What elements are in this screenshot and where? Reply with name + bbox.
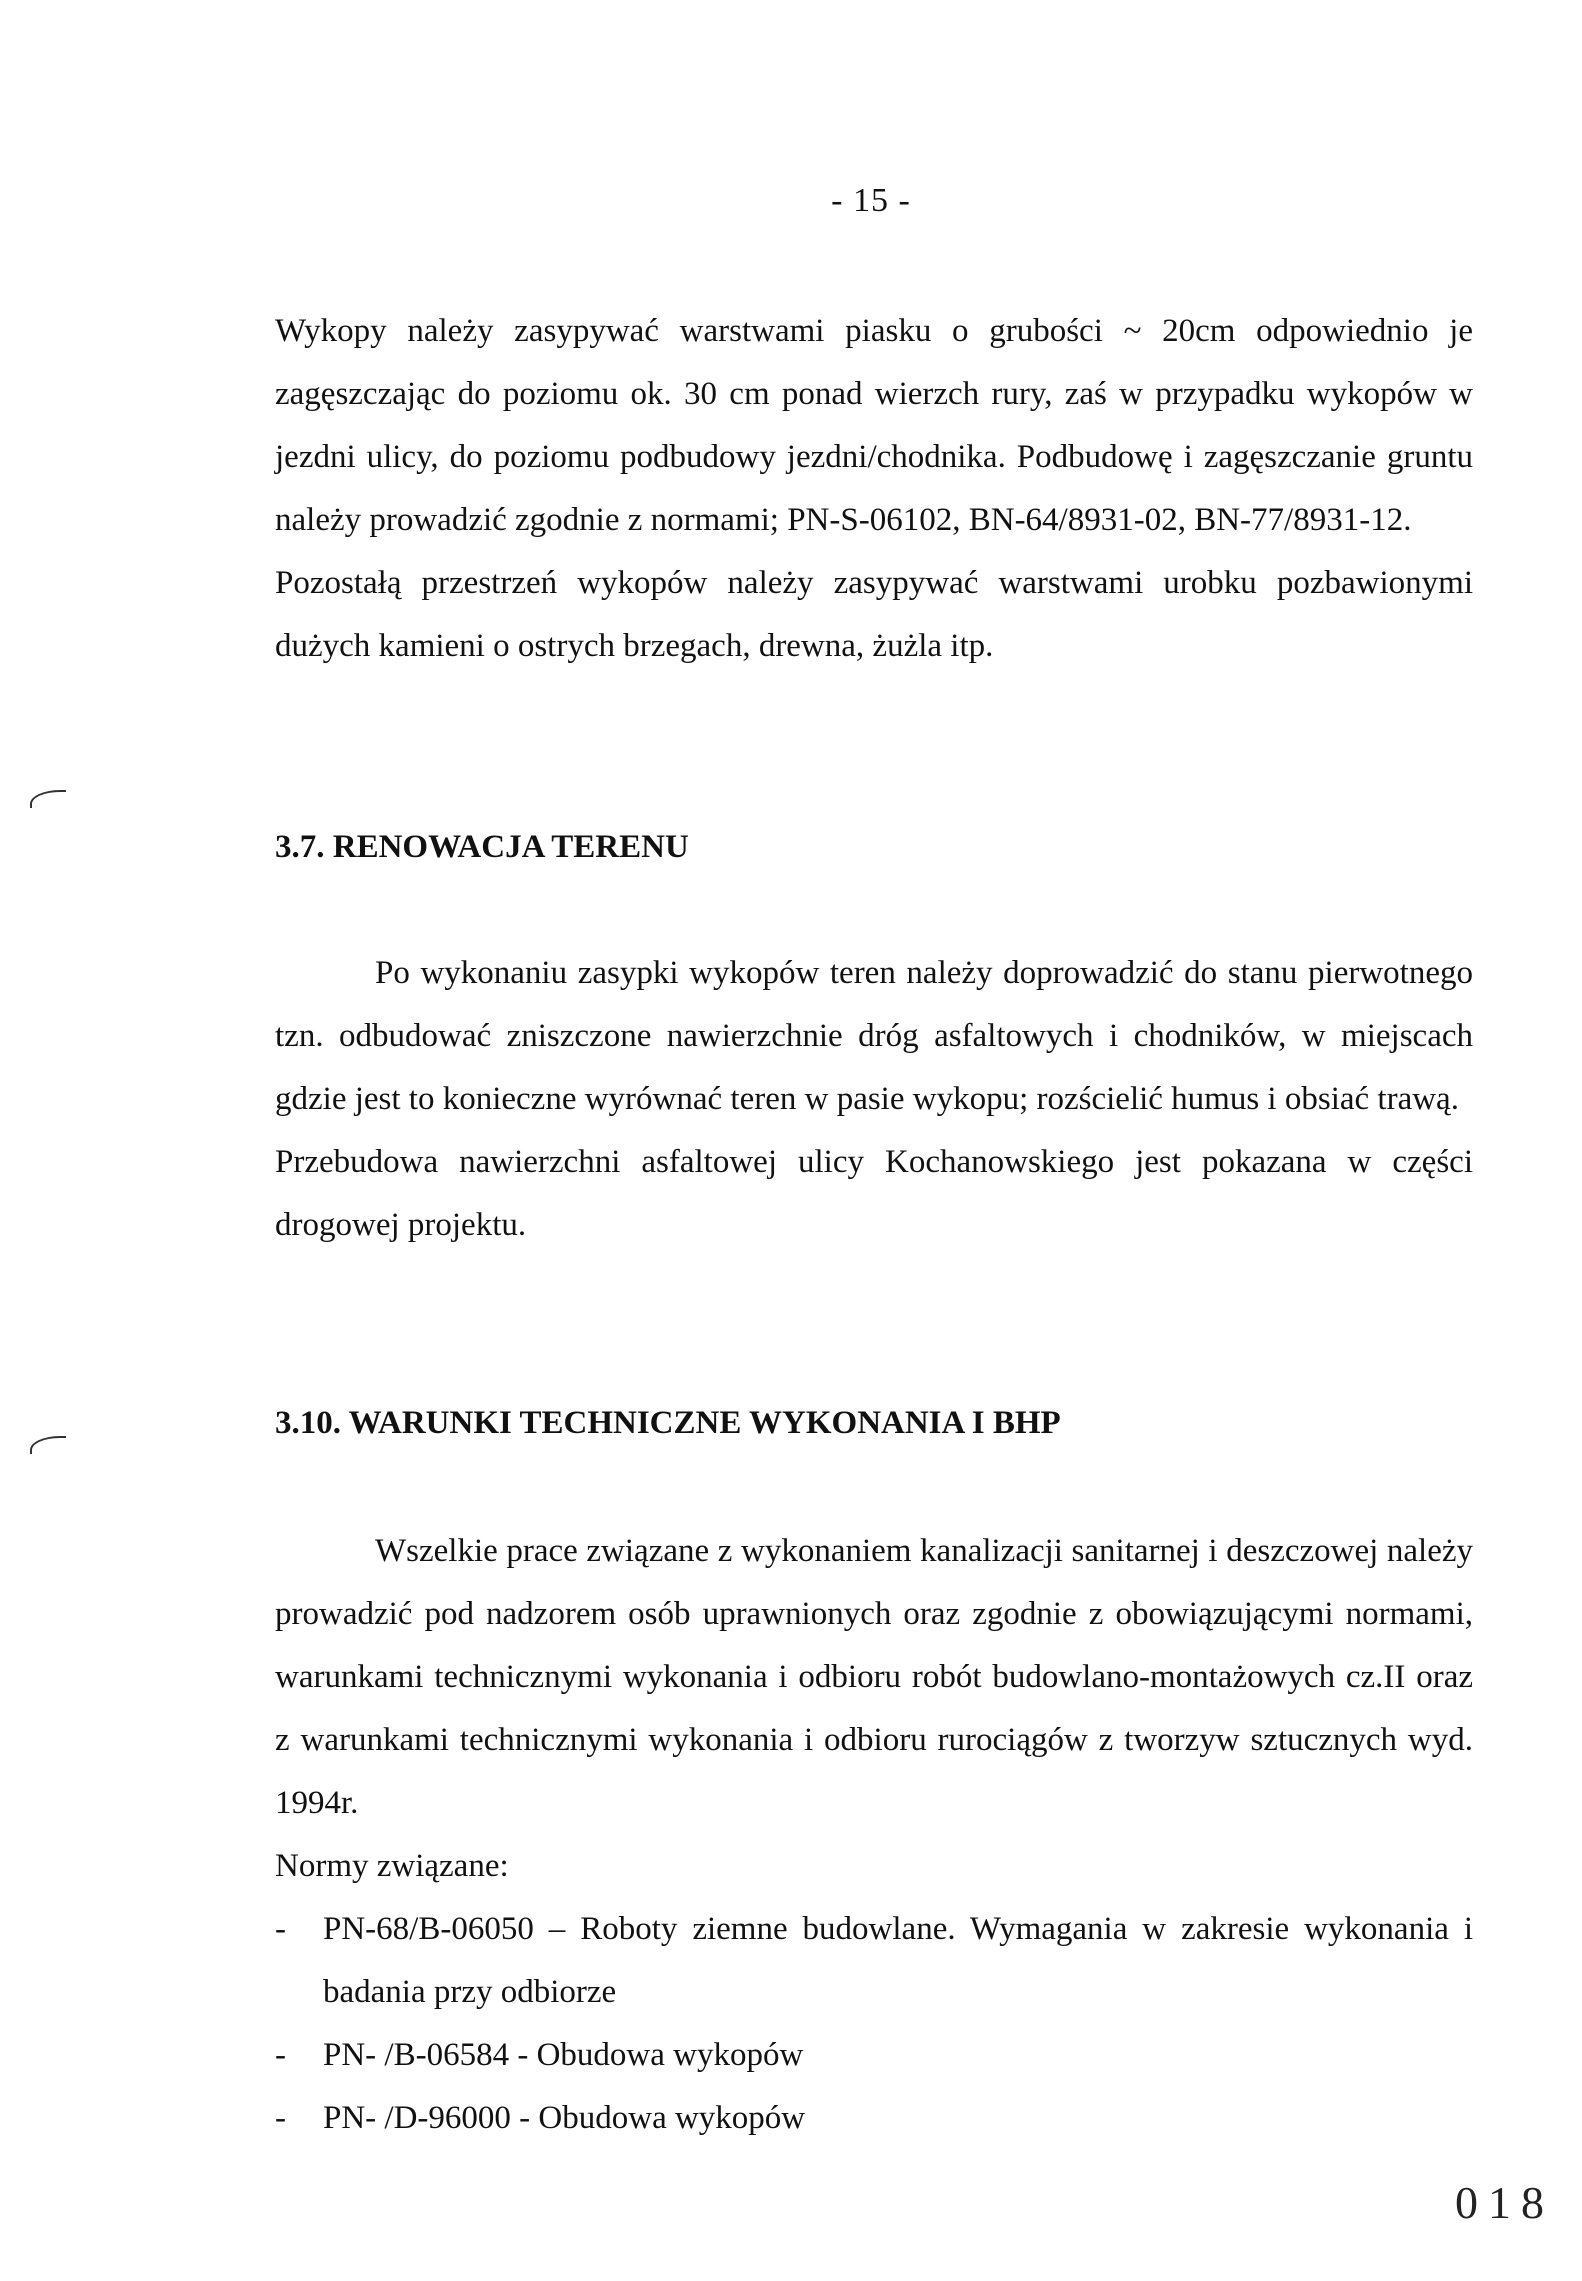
section-backfill — [275, 300, 1473, 678]
norms-label: Normy związane: — [275, 1848, 509, 1884]
list-item — [275, 2024, 1473, 2087]
sheet-number: 018 — [1455, 2177, 1554, 2228]
list-item-text: PN-68/B-06050 – Roboty ziemne budowlane. Wymagania w zakresie wykonania i badania przy odbiorze — [323, 1911, 1473, 2010]
list-item-text: PN- /D-96000 - Obudowa wykopów — [323, 2100, 806, 2136]
section-3-7-body — [275, 942, 1473, 1257]
norms-list — [275, 1898, 1473, 2150]
list-dash: - — [275, 1911, 286, 1947]
paragraph-backfill: Wykopy należy zasypywać warstwami piasku o grubości ~ 20cm odpowiednio je zagęszczając do poziomu ok. 30 cm ponad wierzch rury, zaś w przypadku wykopów w jezdni ulicy, do poziomu podbudowy jezdni/chodnika. Podbudowę i zagęszczanie gruntu należy prowadzić zgodnie z normami; PN-S-06102, BN-64/8931-02, BN-77/8931-12. — [275, 313, 1473, 538]
section-3-10-body — [275, 1520, 1473, 2150]
margin-mark — [30, 790, 66, 808]
paragraph-remaining-space: Pozostałą przestrzeń wykopów należy zasypywać warstwami urobku pozbawionymi dużych kamieni o ostrych brzegach, drewna, żużla itp. — [275, 565, 1473, 664]
section-3-10 — [275, 1392, 1473, 1455]
list-dash: - — [275, 2100, 286, 2136]
section-heading: 3.7. RENOWACJA TERENU — [275, 829, 689, 865]
list-item-text: PN- /B-06584 - Obudowa wykopów — [323, 2037, 804, 2073]
list-dash: - — [275, 2037, 286, 2073]
page-number: - 15 - — [831, 182, 911, 219]
list-item — [275, 1898, 1473, 2024]
paragraph-renovation: Po wykonaniu zasypki wykopów teren należy doprowadzić do stanu pierwotnego tzn. odbudować zniszczone nawierzchnie dróg asfaltowych i chodników, w miejscach gdzie jest to konieczne wyrównać teren w pasie wykopu; rozścielić humus i obsiać trawą. — [275, 955, 1473, 1117]
paragraph-asphalt-rebuild: Przebudowa nawierzchni asfaltowej ulicy Kochanowskiego jest pokazana w części drogowej projektu. — [275, 1144, 1473, 1243]
section-3-7 — [275, 816, 1473, 879]
section-heading: 3.10. WARUNKI TECHNICZNE WYKONANIA I BHP — [275, 1405, 1061, 1441]
paragraph-technical-conditions: Wszelkie prace związane z wykonaniem kanalizacji sanitarnej i deszczowej należy prowadzić pod nadzorem osób uprawnionych oraz zgodnie z obowiązującymi normami, warunkami technicznymi wykonania i odbioru robót budowlano-montażowych cz.II oraz z warunkami technicznymi wykonania i odbioru rurociągów z tworzyw sztucznych wyd. 1994r. — [275, 1533, 1473, 1821]
margin-mark — [30, 1436, 66, 1454]
list-item — [275, 2087, 1473, 2150]
